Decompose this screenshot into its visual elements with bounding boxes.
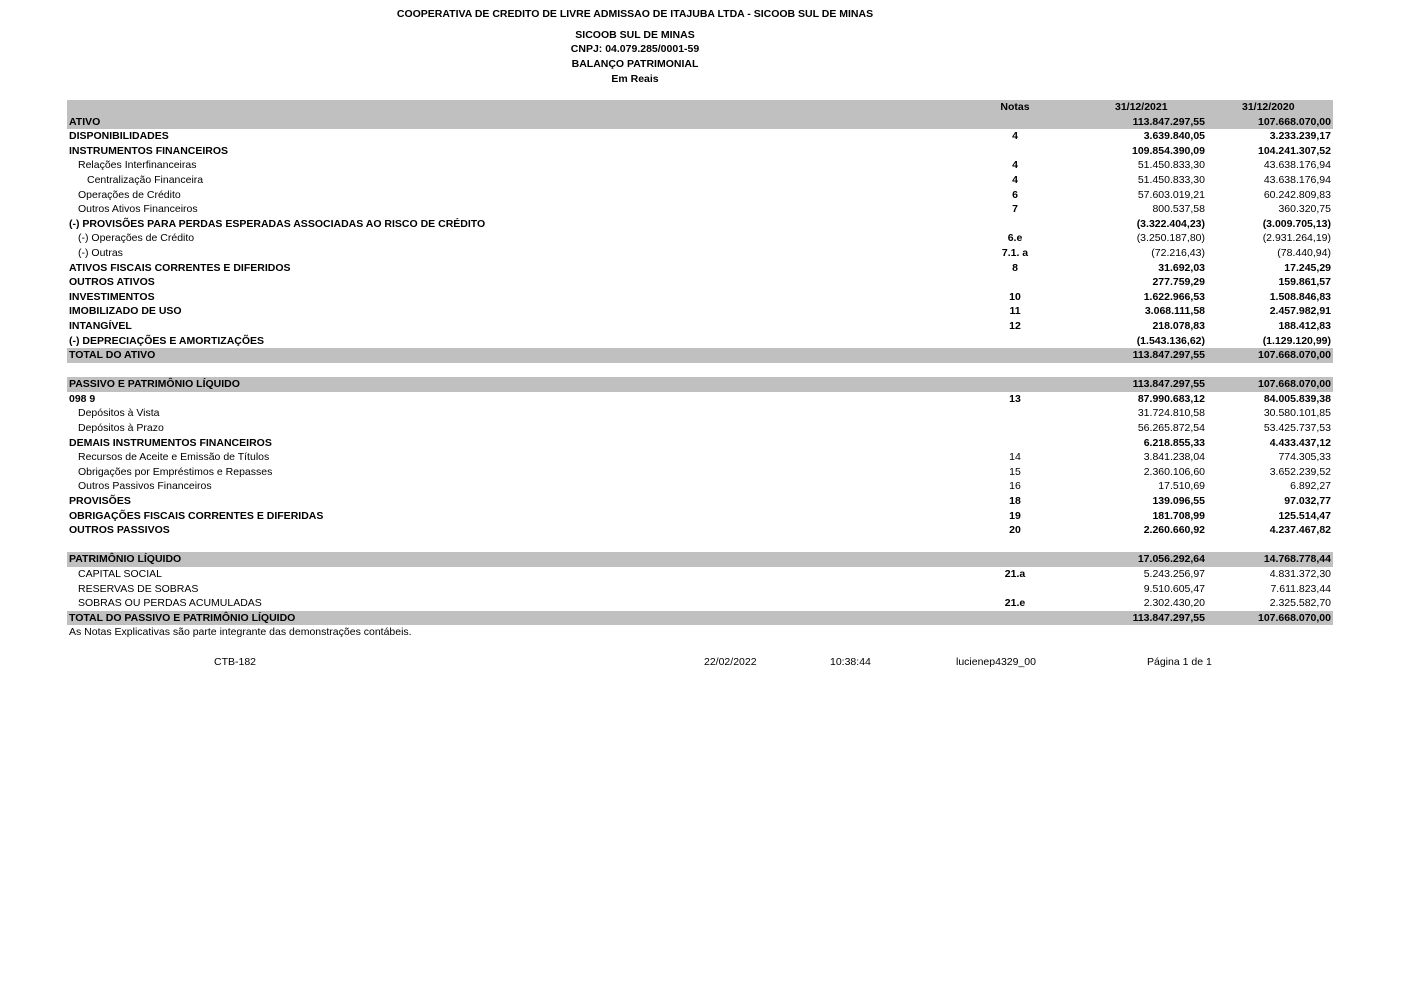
table-row xyxy=(67,115,1333,130)
row-value-2021: 2.302.430,20 xyxy=(1143,597,1205,610)
table-row xyxy=(67,567,1333,582)
row-value-2020: 60.242.809,83 xyxy=(1263,188,1331,201)
row-label: OUTROS PASSIVOS xyxy=(69,524,170,537)
table-row xyxy=(67,450,1333,465)
row-label: Operações de Crédito xyxy=(78,188,181,201)
row-value-2021: 113.847.297,55 xyxy=(1132,349,1205,362)
row-nota: 6.e xyxy=(1007,232,1023,245)
row-label: INVESTIMENTOS xyxy=(69,290,155,303)
row-label: PATRIMÔNIO LÍQUIDO xyxy=(69,553,182,566)
row-nota: 21.a xyxy=(1004,568,1026,580)
row-label: INSTRUMENTOS FINANCEIROS xyxy=(69,144,229,157)
table-row xyxy=(67,319,1333,334)
row-value-2020: (78.440,94) xyxy=(1277,246,1331,259)
row-label: CAPITAL SOCIAL xyxy=(78,568,163,580)
table-row xyxy=(67,304,1333,319)
row-value-2021: 31.724.810,58 xyxy=(1137,407,1205,420)
table-row xyxy=(67,202,1333,217)
row-value-2020: 107.668.070,00 xyxy=(1258,378,1331,391)
table-row xyxy=(67,217,1333,232)
row-value-2021: 17.056.292,64 xyxy=(1137,553,1205,566)
footer-time: 10:38:44 xyxy=(830,656,871,668)
row-value-2020: 107.668.070,00 xyxy=(1258,115,1331,128)
row-value-2021: 6.218.855,33 xyxy=(1143,436,1205,449)
footer-user: lucienep4329_00 xyxy=(956,656,1036,668)
row-label: (-) Outras xyxy=(78,246,123,259)
row-label: Obrigações por Empréstimos e Repasses xyxy=(78,465,273,478)
row-value-2021: 51.450.833,30 xyxy=(1137,159,1205,172)
row-label: IMOBILIZADO DE USO xyxy=(69,305,182,318)
row-label: DISPONIBILIDADES xyxy=(69,130,169,143)
row-label: DEMAIS INSTRUMENTOS FINANCEIROS xyxy=(69,436,272,449)
row-label: Relações Interfinanceiras xyxy=(78,159,197,172)
row-value-2020: 107.668.070,00 xyxy=(1258,349,1331,362)
row-value-2020: 360.320,75 xyxy=(1278,203,1331,216)
notas-header: Notas xyxy=(1000,101,1030,113)
row-label: (-) PROVISÕES PARA PERDAS ESPERADAS ASSOCIADAS AO RISCO DE CRÉDITO xyxy=(69,217,486,230)
row-label: (-) Operações de Crédito xyxy=(78,232,195,245)
row-value-2021: 2.360.106,60 xyxy=(1143,465,1205,478)
table-row xyxy=(67,436,1333,451)
row-value-2021: 1.622.966,53 xyxy=(1143,290,1205,303)
row-value-2020: 188.412,83 xyxy=(1278,319,1331,332)
row-value-2021: 5.243.256,97 xyxy=(1143,568,1205,580)
report-title: COOPERATIVA DE CREDITO DE LIVRE ADMISSAO DE ITAJUBA LTDA - SICOOB SUL DE MINAS xyxy=(396,8,874,20)
table-row xyxy=(67,246,1333,261)
row-value-2021: 3.068.111,58 xyxy=(1144,305,1205,318)
footer-page: Página 1 de 1 xyxy=(1147,656,1212,668)
row-label: RESERVAS DE SOBRAS xyxy=(78,582,199,595)
statement-title: BALANÇO PATRIMONIAL xyxy=(571,58,699,70)
row-value-2020: 774.305,33 xyxy=(1278,451,1331,464)
row-nota: 6 xyxy=(1012,188,1018,201)
row-value-2020: 4.831.372,30 xyxy=(1269,568,1331,580)
row-value-2021: 9.510.605,47 xyxy=(1143,582,1205,595)
table-row xyxy=(67,377,1333,392)
row-value-2021: 181.708,99 xyxy=(1152,509,1205,522)
row-label: Outros Ativos Financeiros xyxy=(78,203,198,216)
row-value-2020: 43.638.176,94 xyxy=(1263,173,1331,186)
row-nota: 4 xyxy=(1012,173,1018,186)
row-value-2020: 53.425.737,53 xyxy=(1263,422,1331,435)
table-row xyxy=(67,290,1333,305)
row-value-2020: 84.005.839,38 xyxy=(1263,392,1331,405)
row-label: TOTAL DO ATIVO xyxy=(69,349,156,362)
table-row xyxy=(67,509,1333,524)
footer-code: CTB-182 xyxy=(214,656,257,668)
row-value-2021: 31.692,03 xyxy=(1158,261,1205,274)
row-nota: 13 xyxy=(1009,392,1021,405)
row-label: (-) DEPRECIAÇÕES E AMORTIZAÇÕES xyxy=(69,334,265,347)
table-row xyxy=(67,538,1333,553)
row-nota: 20 xyxy=(1009,524,1021,537)
row-label: 098 9 xyxy=(69,392,96,405)
table-row xyxy=(67,392,1333,407)
table-row xyxy=(67,406,1333,421)
table-row xyxy=(67,363,1333,378)
row-label: PROVISÕES xyxy=(69,495,131,508)
row-value-2020: 4.433.437,12 xyxy=(1269,436,1331,449)
row-value-2020: 7.611.823,44 xyxy=(1270,582,1331,595)
row-value-2021: 17.510,69 xyxy=(1158,480,1205,493)
row-nota: 16 xyxy=(1009,480,1021,493)
column-header-row xyxy=(67,100,1333,115)
table-row xyxy=(67,144,1333,159)
row-value-2021: 3.639.840,05 xyxy=(1143,130,1205,143)
row-value-2021: 109.854.390,09 xyxy=(1132,144,1205,157)
row-nota: 14 xyxy=(1009,451,1021,464)
row-value-2021: 3.841.238,04 xyxy=(1143,451,1205,464)
table-row xyxy=(67,582,1333,597)
row-nota: 4 xyxy=(1012,130,1018,143)
row-value-2020: 14.768.778,44 xyxy=(1263,553,1331,566)
row-value-2020: 97.032,77 xyxy=(1284,495,1331,508)
row-value-2020: 17.245,29 xyxy=(1284,261,1331,274)
row-value-2020: 1.508.846,83 xyxy=(1269,290,1331,303)
row-value-2021: (72.216,43) xyxy=(1151,246,1205,259)
row-value-2020: (3.009.705,13) xyxy=(1262,217,1331,230)
currency-note: Em Reais xyxy=(611,73,659,85)
table-row xyxy=(67,465,1333,480)
row-nota: 7.1. a xyxy=(1001,246,1029,259)
col-2021-header: 31/12/2021 xyxy=(1115,101,1168,113)
row-value-2021: 87.990.683,12 xyxy=(1137,392,1205,405)
row-label: SOBRAS OU PERDAS ACUMULADAS xyxy=(78,597,262,610)
table-row xyxy=(67,231,1333,246)
row-label: TOTAL DO PASSIVO E PATRIMÔNIO LÍQUIDO xyxy=(69,611,296,624)
row-value-2020: 125.514,47 xyxy=(1278,509,1331,522)
row-value-2021: 277.759,29 xyxy=(1152,276,1205,289)
row-label: INTANGÍVEL xyxy=(69,319,132,332)
table-row xyxy=(67,552,1333,567)
row-value-2020: 30.580.101,85 xyxy=(1263,407,1331,420)
row-nota: 12 xyxy=(1009,319,1021,332)
row-label: OBRIGAÇÕES FISCAIS CORRENTES E DIFERIDAS xyxy=(69,509,324,522)
row-value-2021: 218.078,83 xyxy=(1152,319,1205,332)
row-value-2020: 43.638.176,94 xyxy=(1263,159,1331,172)
table-row xyxy=(67,348,1333,363)
institution-name: SICOOB SUL DE MINAS xyxy=(575,29,695,41)
balance-sheet-table xyxy=(67,100,1333,625)
row-nota: 8 xyxy=(1012,261,1018,274)
row-value-2020: 2.457.982,91 xyxy=(1269,305,1331,318)
table-row xyxy=(67,523,1333,538)
row-nota: 4 xyxy=(1012,159,1018,172)
cnpj: CNPJ: 04.079.285/0001-59 xyxy=(570,43,700,55)
row-label: Depósitos à Vista xyxy=(78,407,160,420)
row-nota: 10 xyxy=(1009,290,1021,303)
row-value-2021: 57.603.019,21 xyxy=(1137,188,1205,201)
table-row xyxy=(67,158,1333,173)
row-value-2020: (2.931.264,19) xyxy=(1262,232,1331,245)
row-nota: 11 xyxy=(1009,305,1021,318)
row-nota: 7 xyxy=(1012,203,1018,216)
table-row xyxy=(67,611,1333,626)
row-value-2021: 2.260.660,92 xyxy=(1143,524,1205,537)
row-value-2021: 56.265.872,54 xyxy=(1137,422,1205,435)
row-value-2021: 51.450.833,30 xyxy=(1137,173,1205,186)
row-value-2021: (1.543.136,62) xyxy=(1136,334,1205,347)
row-label: Outros Passivos Financeiros xyxy=(78,480,212,493)
row-label: Depósitos à Prazo xyxy=(78,422,164,435)
table-row xyxy=(67,596,1333,611)
row-value-2020: 2.325.582,70 xyxy=(1269,597,1331,610)
row-label: Centralização Financeira xyxy=(87,173,204,186)
row-value-2021: (3.250.187,80) xyxy=(1136,232,1205,245)
row-nota: 19 xyxy=(1009,509,1021,522)
table-row xyxy=(67,129,1333,144)
footnote: As Notas Explicativas são parte integrante das demonstrações contábeis. xyxy=(69,626,412,638)
row-value-2021: 113.847.297,55 xyxy=(1132,378,1205,391)
table-row xyxy=(67,421,1333,436)
row-label: PASSIVO E PATRIMÔNIO LÍQUIDO xyxy=(69,378,240,391)
table-body xyxy=(67,115,1333,626)
table-row xyxy=(67,173,1333,188)
row-value-2020: (1.129.120,99) xyxy=(1262,334,1331,347)
row-value-2020: 104.241.307,52 xyxy=(1258,144,1331,157)
row-value-2021: 800.537,58 xyxy=(1152,203,1205,216)
row-value-2020: 6.892,27 xyxy=(1290,480,1331,493)
row-value-2020: 3.652.239,52 xyxy=(1269,465,1331,478)
table-row xyxy=(67,275,1333,290)
row-nota: 15 xyxy=(1009,465,1021,478)
row-value-2020: 3.233.239,17 xyxy=(1269,130,1331,143)
row-nota: 21.e xyxy=(1004,597,1026,610)
table-row xyxy=(67,479,1333,494)
row-value-2020: 4.237.467,82 xyxy=(1269,524,1331,537)
table-row xyxy=(67,494,1333,509)
row-value-2021: 139.096,55 xyxy=(1152,495,1205,508)
footer-date: 22/02/2022 xyxy=(704,656,757,668)
row-label: ATIVOS FISCAIS CORRENTES E DIFERIDOS xyxy=(69,261,291,274)
row-nota: 18 xyxy=(1009,495,1021,508)
row-label: Recursos de Aceite e Emissão de Títulos xyxy=(78,451,270,464)
row-value-2021: (3.322.404,23) xyxy=(1136,217,1205,230)
table-row xyxy=(67,334,1333,349)
row-value-2020: 159.861,57 xyxy=(1278,276,1331,289)
table-row xyxy=(67,261,1333,276)
row-value-2021: 113.847.297,55 xyxy=(1132,115,1205,128)
col-2020-header: 31/12/2020 xyxy=(1242,101,1295,113)
row-value-2020: 107.668.070,00 xyxy=(1258,611,1331,624)
row-label: ATIVO xyxy=(69,115,101,128)
row-label: OUTROS ATIVOS xyxy=(69,276,155,289)
table-row xyxy=(67,188,1333,203)
row-value-2021: 113.847.297,55 xyxy=(1132,611,1205,624)
